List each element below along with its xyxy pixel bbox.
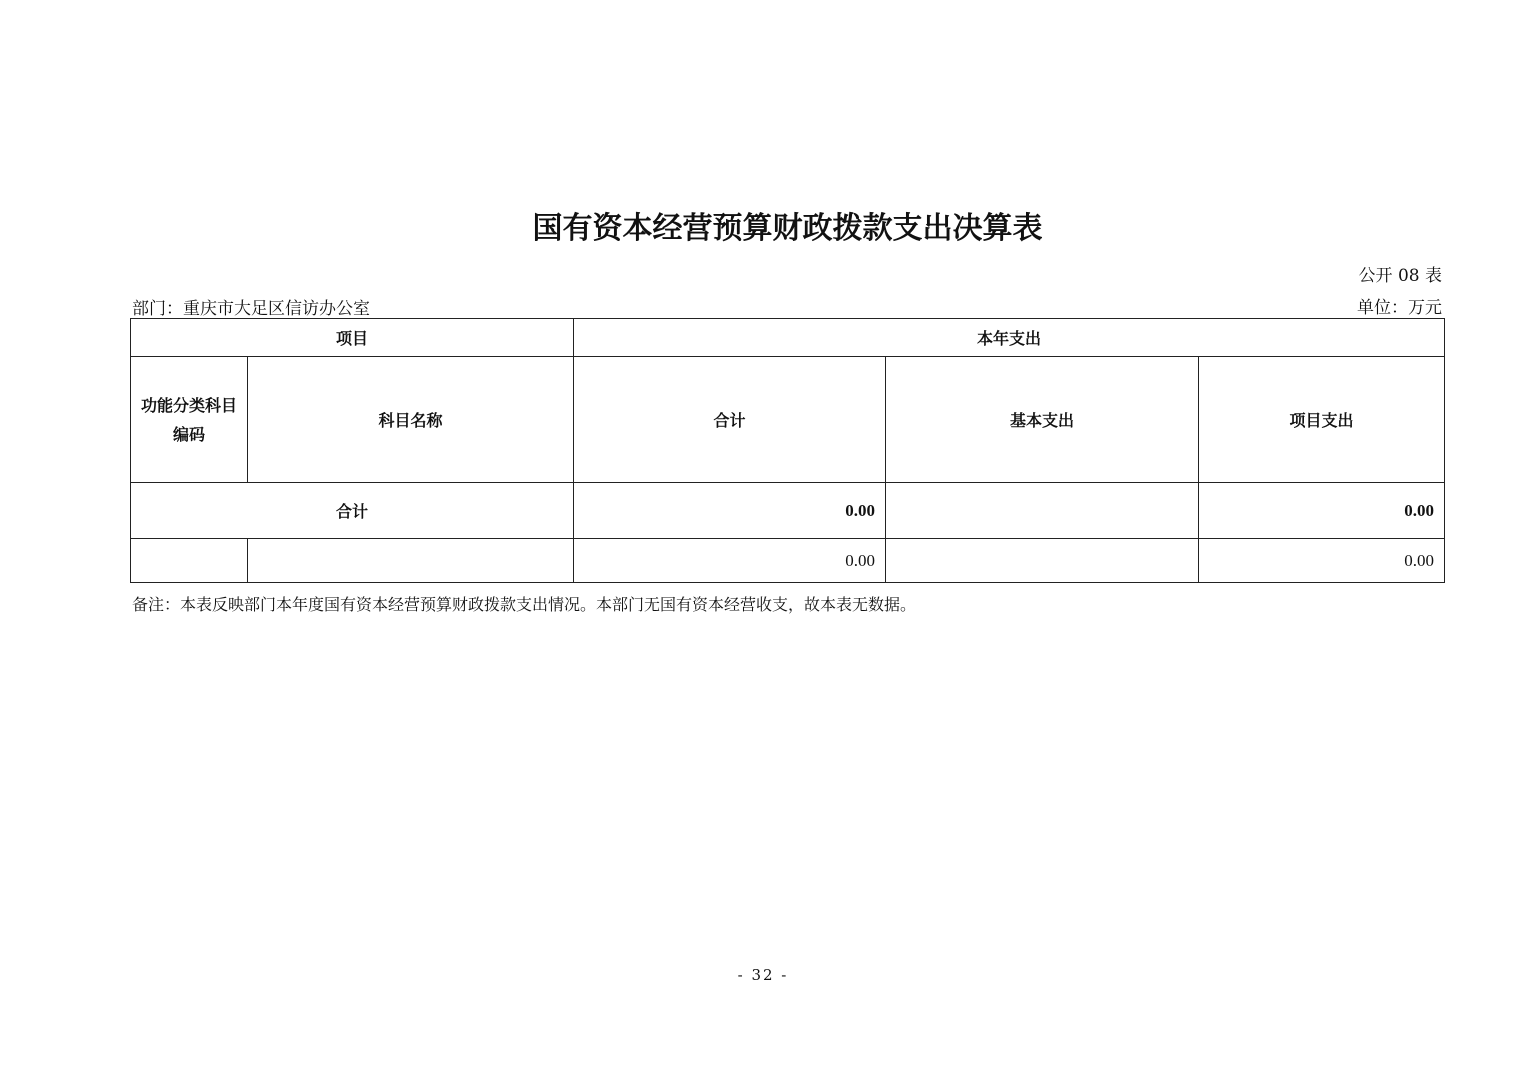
row-project-cell: 0.00 [1199,539,1445,583]
footnote: 备注：本表反映部门本年度国有资本经营预算财政拨款支出情况。本部门无国有资本经营收支，故本表无数据。 [132,595,917,614]
department-label: 部门：重庆市大足区信访办公室 [132,299,370,319]
total-label: 合计 [131,483,574,539]
header-total: 合计 [574,357,886,483]
row-basic-cell [886,539,1199,583]
header-code: 功能分类科目编码 [131,357,248,483]
header-current-year-expense: 本年支出 [574,319,1445,357]
table-total-row [131,483,1445,539]
expense-table [130,318,1445,583]
header-project: 项目支出 [1199,357,1445,483]
header-basic: 基本支出 [886,357,1199,483]
unit-label: 单位：万元 [1357,298,1442,318]
total-total-cell: 0.00 [574,483,886,539]
page-number: - 32 - [737,966,789,984]
table-row [131,539,1445,583]
table-number: 公开 08 表 [1358,266,1442,286]
table-header-group-row [131,319,1445,357]
header-name: 科目名称 [248,357,574,483]
total-project-cell: 0.00 [1199,483,1445,539]
row-total-cell: 0.00 [574,539,886,583]
table-header-row [131,357,1445,483]
header-item: 项目 [131,319,574,357]
page-title: 国有资本经营预算财政拨款支出决算表 [532,211,1043,246]
row-code-cell [131,539,248,583]
total-basic-cell [886,483,1199,539]
row-name-cell [248,539,574,583]
